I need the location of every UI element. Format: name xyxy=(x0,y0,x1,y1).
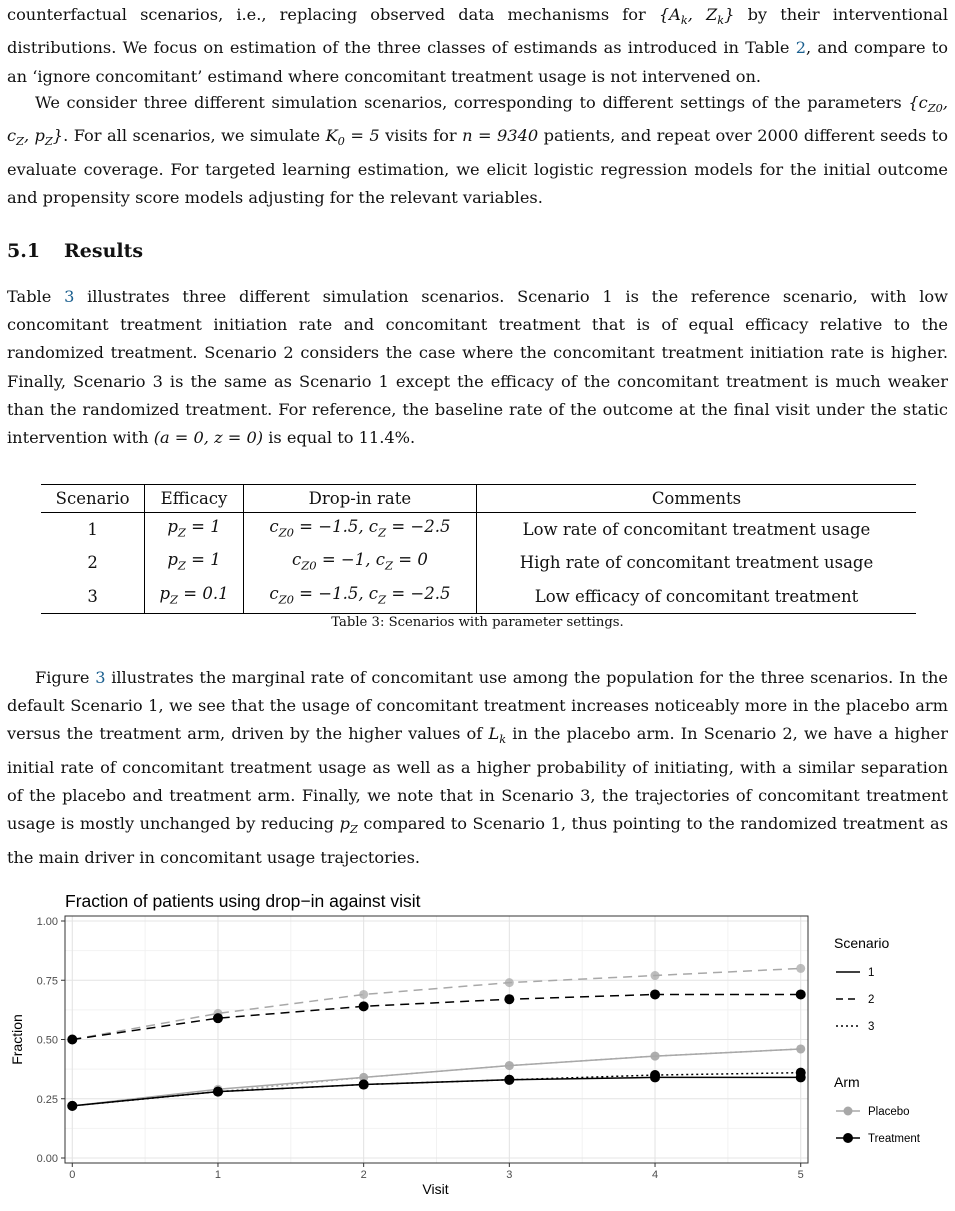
y-tick-label: 0.50 xyxy=(36,1034,58,1047)
x-tick-label: 3 xyxy=(506,1169,513,1181)
inline-math: {$c_{Z0}$, $c_Z$, $p_Z$} xyxy=(7,93,948,149)
paragraph-text: patients, and repeat over 2000 different seeds to evaluate coverage. For targeted learning estimation, we elicit logistic regression models for the initial outcome and propensity score models adjusting for the relevant variables. xyxy=(7,126,948,208)
paragraph-results xyxy=(7,283,948,452)
line-chart xyxy=(0,882,955,1211)
section-number: 5.1 xyxy=(7,240,41,262)
x-tick-label: 1 xyxy=(214,1169,222,1181)
paragraph-text: Table xyxy=(7,287,65,306)
inline-math: {$A_k$, $Z_k$} xyxy=(658,5,735,28)
data-point xyxy=(651,1052,660,1061)
data-point xyxy=(505,978,514,987)
table-header: Efficacy xyxy=(145,485,244,513)
legend-scenario-title: Scenario xyxy=(834,935,890,951)
table-row xyxy=(41,513,916,547)
x-tick-label: 4 xyxy=(651,1169,659,1181)
data-point xyxy=(796,1068,806,1078)
paragraph-text: illustrates the marginal rate of concomitant use among the population for the three scenarios. In the default Scenario 1, we see that the usage of concomitant treatment increases noticeably more in the placebo arm versus the treatment arm, driven by the higher values of xyxy=(7,668,948,744)
table-header: Comments xyxy=(476,485,916,513)
x-tick-label: 5 xyxy=(797,1169,804,1181)
cross-reference-link[interactable]: 2 xyxy=(795,38,807,58)
data-point xyxy=(650,989,660,999)
y-tick-label: 0.75 xyxy=(36,975,58,988)
table-caption: Table 3: Scenarios with parameter settings. xyxy=(331,615,624,630)
paragraph-text: is equal to 11.4%. xyxy=(263,428,416,448)
legend-label-arm: Treatment xyxy=(868,1133,920,1145)
legend-arm-title: Arm xyxy=(834,1074,860,1090)
data-point xyxy=(504,1075,514,1085)
legend-label-arm: Placebo xyxy=(868,1106,910,1118)
paragraph-text: Figure xyxy=(35,668,96,687)
cross-reference-link[interactable]: 3 xyxy=(64,287,75,306)
inline-math: n = 9340 xyxy=(462,126,539,146)
inline-math: $K_0 = 5$ xyxy=(325,126,380,149)
table-header-row xyxy=(41,485,916,513)
cross-reference-link[interactable]: 3 xyxy=(95,668,106,687)
table-cell: 1 xyxy=(41,513,145,547)
paragraph-figure-discussion xyxy=(7,664,948,872)
table-cell: $c_{Z0} = -1.5$, $c_Z = -2.5$ xyxy=(243,513,476,547)
paragraph-text: . For all scenarios, we simulate xyxy=(63,126,326,146)
data-point xyxy=(796,1044,805,1053)
table-cell: High rate of concomitant treatment usage xyxy=(519,553,874,573)
paragraph-text: by their interventional distributions. We focus on estimation of the three classes of estimands as introduced in Table xyxy=(7,5,948,58)
table-cell: 3 xyxy=(41,580,145,614)
inline-math: (a = 0, z = 0) xyxy=(153,428,264,448)
paragraph-text: compared to Scenario 1, thus pointing to the randomized treatment as the main driver in concomitant usage trajectories. xyxy=(7,814,949,867)
table-row xyxy=(41,580,916,614)
section-title: Results xyxy=(64,240,144,262)
paragraph-simulation-setup xyxy=(7,89,948,212)
paragraph-text: We consider three different simulation scenarios, corresponding to different settings of the parameters xyxy=(35,93,909,112)
section-heading xyxy=(7,239,143,263)
data-point xyxy=(505,1061,514,1070)
table-cell: $p_Z = 0.1$ xyxy=(145,580,244,614)
data-point xyxy=(796,989,806,999)
table-cell: $p_Z = 1$ xyxy=(145,546,244,579)
table-cell: Low efficacy of concomitant treatment xyxy=(476,580,916,614)
legend-label-scenario: 2 xyxy=(868,994,875,1006)
paragraph-text: counterfactual scenarios, i.e., replacing observed data mechanisms for xyxy=(7,5,659,24)
data-point xyxy=(67,1035,77,1045)
table-cell: 2 xyxy=(41,546,145,579)
legend-key-arm-point xyxy=(844,1107,853,1116)
data-point xyxy=(359,990,368,999)
data-point xyxy=(796,964,805,973)
y-tick-label: 0.00 xyxy=(36,1153,58,1165)
data-point xyxy=(213,1013,223,1023)
x-tick-label: 2 xyxy=(360,1169,367,1181)
y-axis-label: Fraction xyxy=(9,1014,25,1065)
paragraph-text: , and compare to an ‘ignore concomitant’ estimand where concomitant treatment usage is not intervened on. xyxy=(7,38,948,86)
table-row xyxy=(41,546,916,579)
legend-key-arm-point xyxy=(843,1133,853,1143)
legend-label-scenario: 3 xyxy=(868,1021,875,1033)
scenario-table xyxy=(41,484,916,614)
legend-label-scenario: 1 xyxy=(868,967,875,979)
table-header: Drop-in rate xyxy=(243,485,476,513)
data-point xyxy=(651,971,660,980)
table-cell: $c_{Z0} = -1$, $c_Z = 0$ xyxy=(243,546,476,579)
table-header: Scenario xyxy=(41,485,145,513)
x-tick-label: 0 xyxy=(69,1169,76,1181)
table-cell: $c_{Z0} = -1.5$, $c_Z = -2.5$ xyxy=(243,580,476,614)
data-point xyxy=(504,994,514,1004)
paragraph-intro xyxy=(7,1,948,91)
data-point xyxy=(213,1087,223,1097)
data-point xyxy=(650,1070,660,1080)
y-tick-label: 0.25 xyxy=(36,1093,58,1106)
figure-drop-in-fraction xyxy=(0,882,955,1211)
data-point xyxy=(67,1101,77,1111)
paragraph-text: illustrates three different simulation scenarios. Scenario 1 is the reference scenario, with low concomitant treatment initiation rate and concomitant treatment that is of equal efficacy relative to the randomized treatment. Scenario 2 considers the case where the concomitant treatment initiation rate is higher. Finally, Scenario 3 is the same as Scenario 1 except the efficacy of the concomitant treatment is much weaker than the randomized treatment. For reference, the baseline rate of the outcome at the final visit under the static intervention with xyxy=(7,287,948,448)
data-point xyxy=(359,1001,369,1011)
table-cell: Low rate of concomitant treatment usage xyxy=(522,520,871,540)
paragraph-text: in the placebo arm. In Scenario 2, we have a higher initial rate of concomitant treatment usage as well as a higher probability of initiating, with a similar separation of the placebo and treatment arm. Finally, we note that in Scenario 3, the trajectories of concomitant treatment usage is mostly unchanged by reducing xyxy=(7,724,949,834)
x-axis-label: Visit xyxy=(422,1181,449,1197)
inline-math: $p_Z$ xyxy=(339,814,358,837)
data-point xyxy=(359,1080,369,1090)
y-tick-label: 1.00 xyxy=(36,916,58,928)
chart-title: Fraction of patients using drop−in against visit xyxy=(65,891,421,911)
paragraph-text: visits for xyxy=(379,126,463,146)
inline-math: $L_k$ xyxy=(488,724,507,747)
table-cell: $p_Z = 1$ xyxy=(145,513,244,547)
